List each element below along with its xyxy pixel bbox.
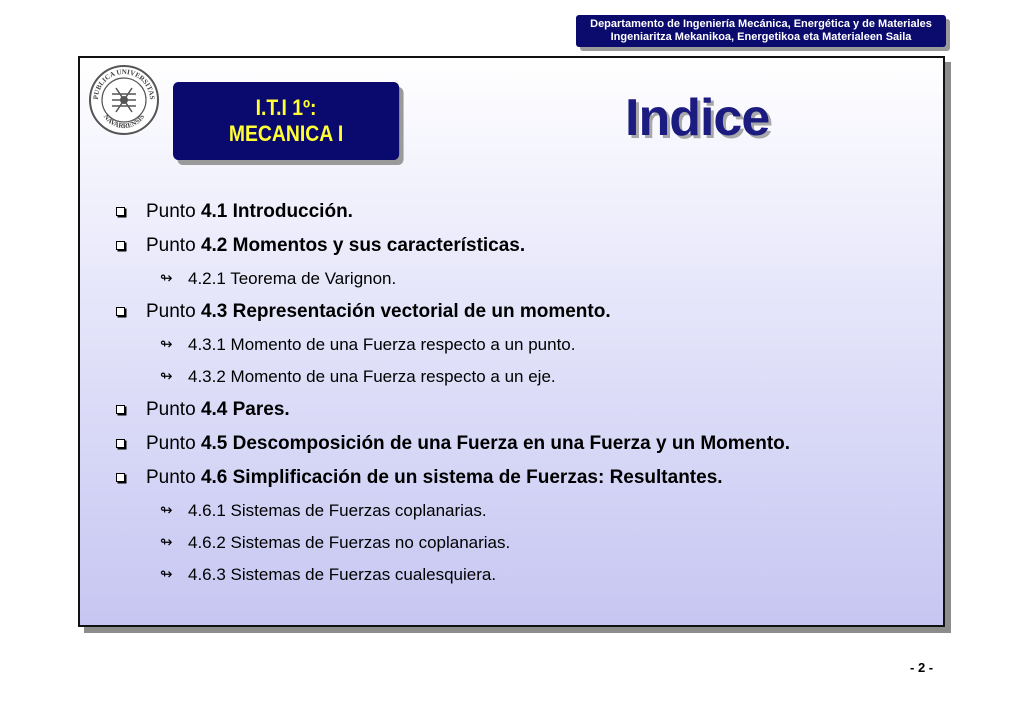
department-banner	[576, 15, 946, 47]
course-line-1: I.T.I 1º:	[255, 95, 317, 120]
hook-arrow-icon: ↬	[160, 336, 173, 353]
course-line-2: MECANICA I	[228, 121, 344, 146]
hook-arrow-icon: ↬	[160, 566, 173, 583]
toc-subitem-4-2-1: ↬ 4.2.1 Teorema de Varignon.	[110, 266, 790, 298]
seal-top-text: PUBLICA UNIVERSITAS	[91, 67, 157, 100]
toc-item-4-1: Punto 4.1 Introducción.	[110, 198, 790, 232]
checkbox-bullet-icon	[116, 473, 125, 482]
checkbox-bullet-icon	[116, 439, 125, 448]
page-number: - 2 -	[910, 660, 934, 675]
toc-subitem-4-6-1: ↬ 4.6.1 Sistemas de Fuerzas coplanarias.	[110, 498, 790, 530]
toc-subitem-4-6-3: ↬ 4.6.3 Sistemas de Fuerzas cualesquiera.	[110, 562, 790, 594]
checkbox-bullet-icon	[116, 241, 125, 250]
toc-subitem-4-6-2: ↬ 4.6.2 Sistemas de Fuerzas no coplanarias.	[110, 530, 790, 562]
department-name-es: Departamento de Ingeniería Mecánica, Energética y de Materiales	[590, 18, 932, 30]
hook-arrow-icon: ↬	[160, 502, 173, 519]
table-of-contents	[110, 198, 790, 594]
checkbox-bullet-icon	[116, 405, 125, 414]
toc-item-4-6: Punto 4.6 Simplificación de un sistema de Fuerzas: Resultantes.	[110, 464, 790, 498]
hook-arrow-icon: ↬	[160, 534, 173, 551]
seal-bottom-text: NAVARRENSIS	[101, 112, 147, 131]
checkbox-bullet-icon	[116, 307, 125, 316]
hook-arrow-icon: ↬	[160, 270, 173, 287]
toc-subitem-4-3-1: ↬ 4.3.1 Momento de una Fuerza respecto a un punto.	[110, 332, 790, 364]
university-seal-icon	[88, 64, 160, 136]
toc-item-4-3: Punto 4.3 Representación vectorial de un momento.	[110, 298, 790, 332]
page-title: Indice	[625, 89, 770, 147]
department-name-eu: Ingeniaritza Mekanikoa, Energetikoa eta Materialeen Saila	[610, 31, 912, 43]
toc-item-4-2: Punto 4.2 Momentos y sus características.	[110, 232, 790, 266]
toc-subitem-4-3-2: ↬ 4.3.2 Momento de una Fuerza respecto a un eje.	[110, 364, 790, 396]
course-badge	[173, 82, 399, 160]
checkbox-bullet-icon	[116, 207, 125, 216]
toc-item-4-5: Punto 4.5 Descomposición de una Fuerza en una Fuerza y un Momento.	[110, 430, 790, 464]
slide-frame	[78, 56, 945, 627]
hook-arrow-icon: ↬	[160, 368, 173, 385]
toc-item-4-4: Punto 4.4 Pares.	[110, 396, 790, 430]
